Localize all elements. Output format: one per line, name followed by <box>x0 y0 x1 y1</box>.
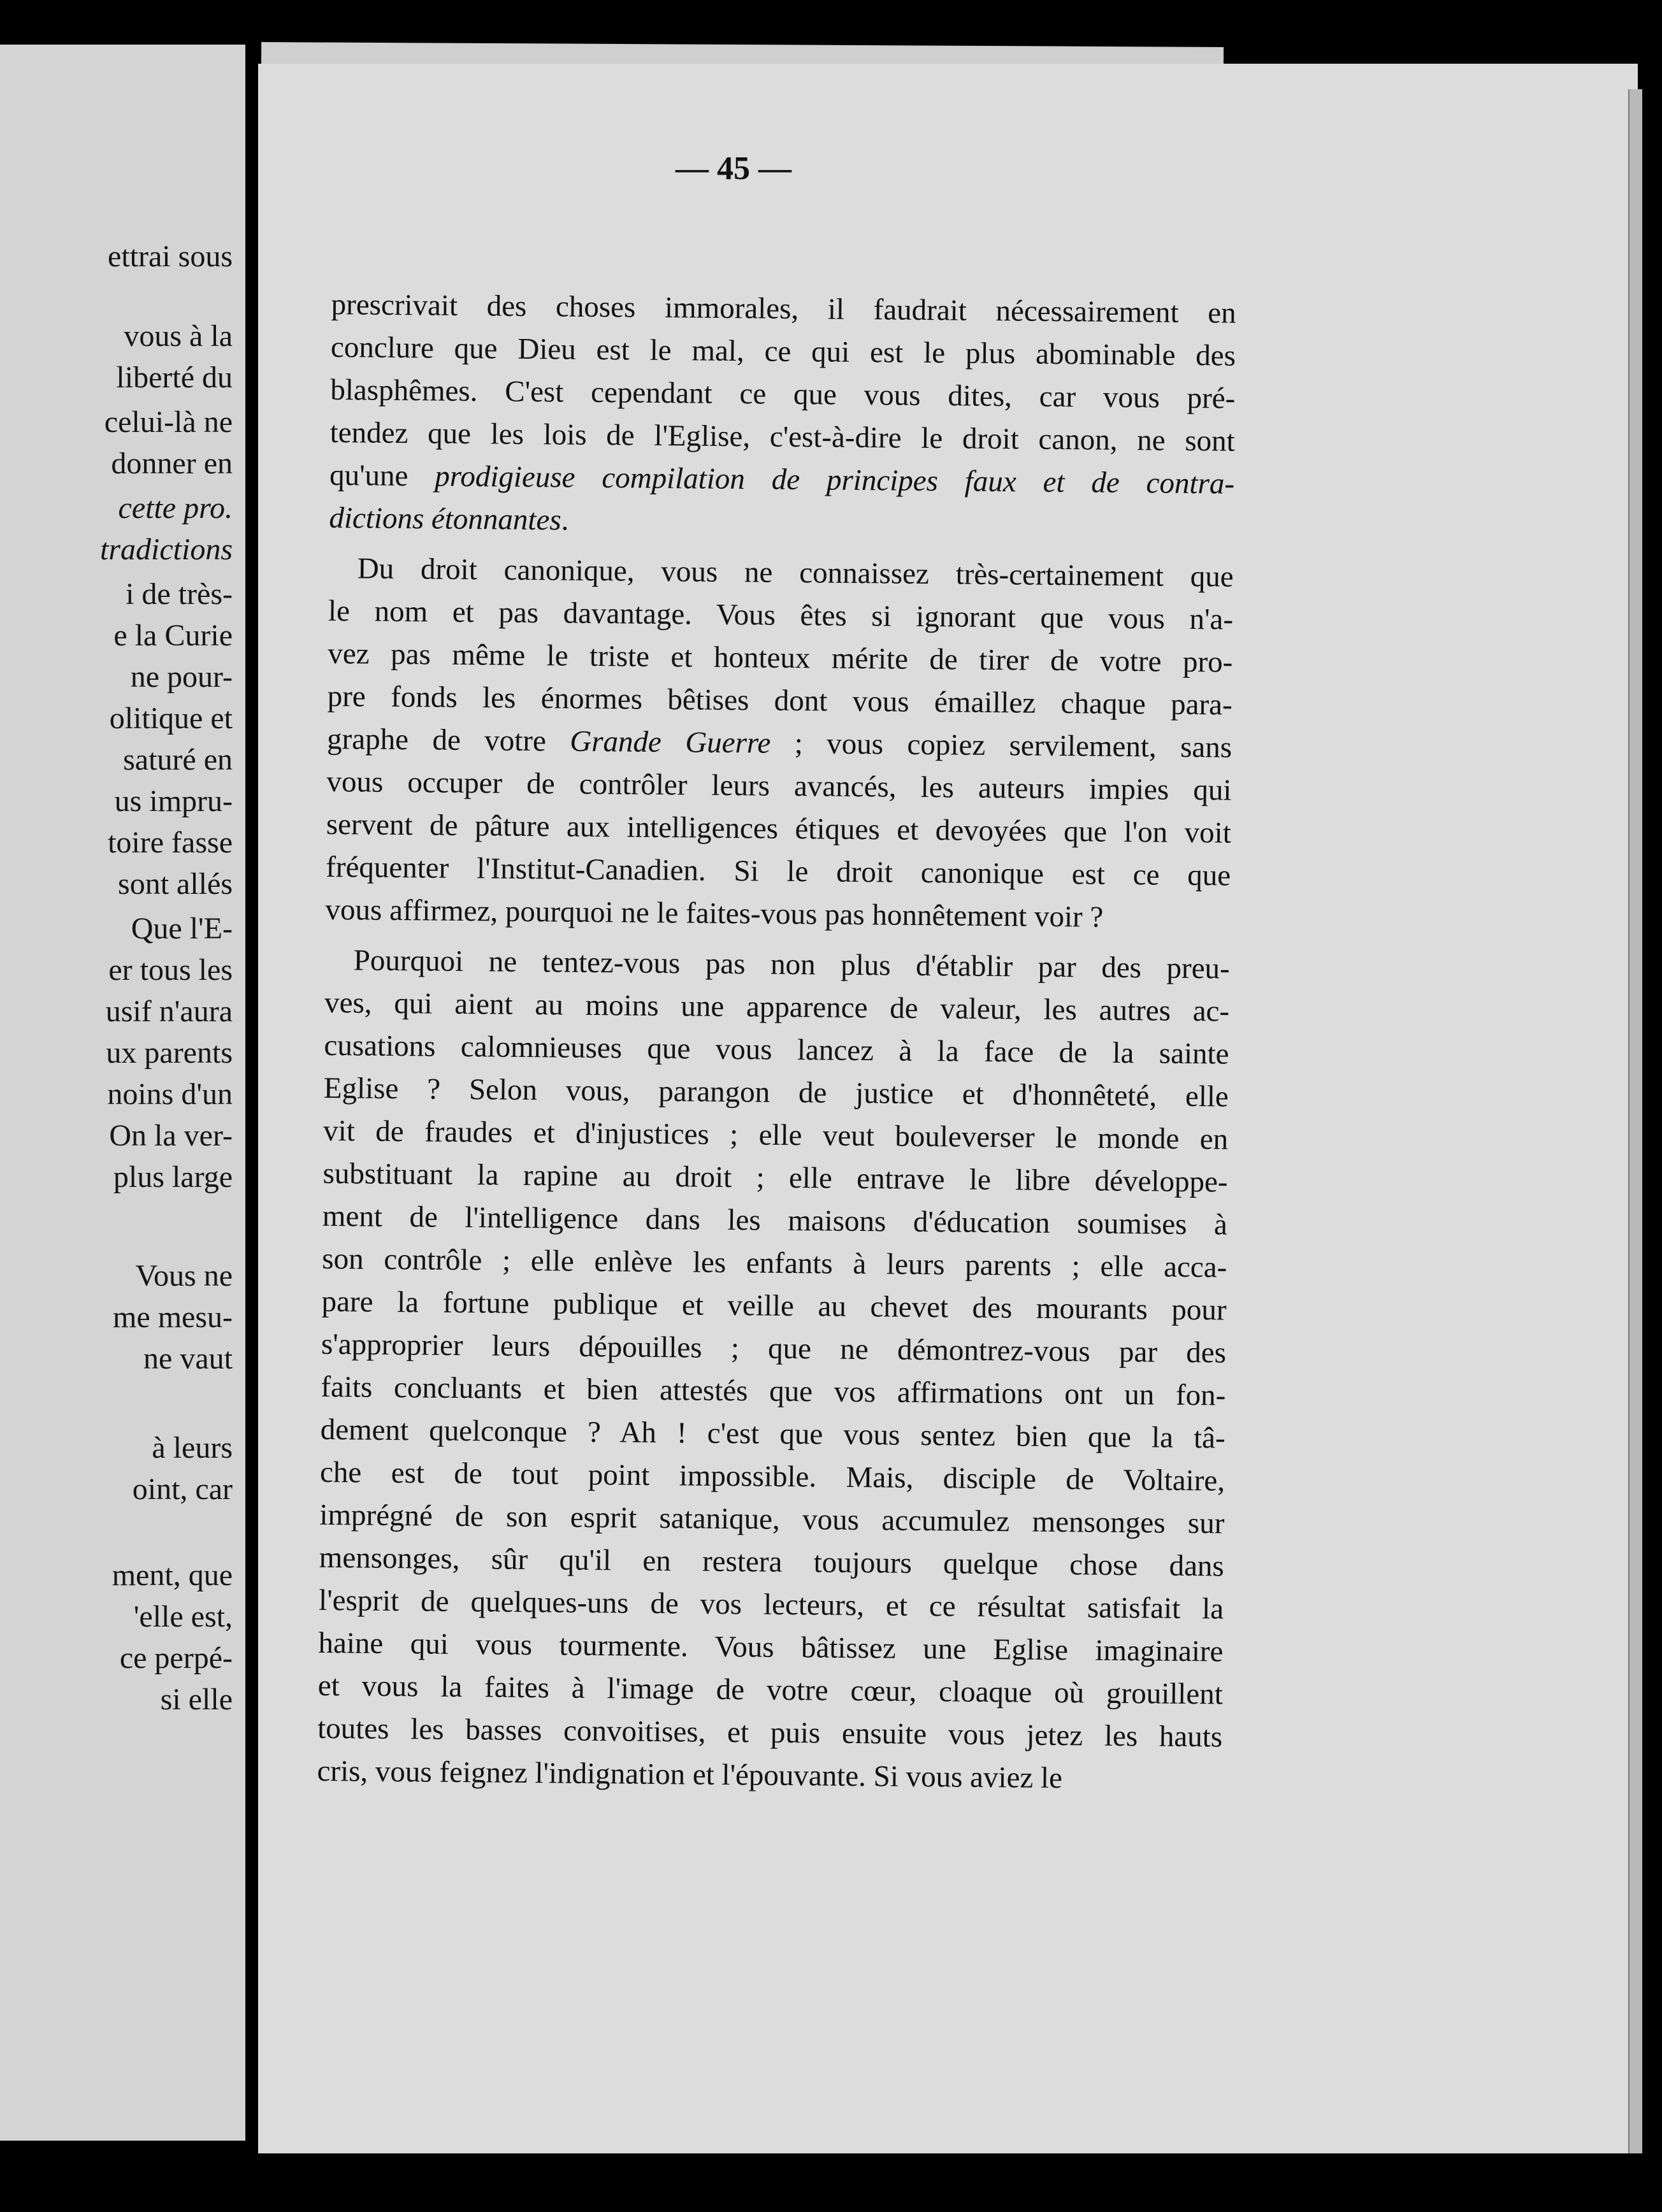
facing-page-line: si elle <box>160 1683 233 1716</box>
text-run: conclure que Dieu est le mal, ce qui est le plus abominable des <box>330 330 1236 373</box>
text-run: graphe de votre <box>326 722 570 758</box>
text-run: tendez que les lois de l'Eglise, c'est-à-dire le droit canon, ne sont <box>329 415 1235 458</box>
facing-page-line: Que l'E- <box>131 912 233 945</box>
text-run: ment de l'intelligence dans les maisons d'éducation soumises à <box>322 1199 1228 1242</box>
facing-page-line: ux parents <box>106 1036 233 1070</box>
facing-page-line: olitique et <box>109 701 233 735</box>
facing-page-line: plus large <box>113 1160 233 1194</box>
text-run: blasphêmes. C'est cependant ce que vous dites, car vous pré- <box>330 373 1236 415</box>
paragraph <box>329 284 1236 549</box>
text-run: cusations calomnieuses que vous lancez à la face de la sainte <box>324 1028 1229 1071</box>
facing-page-line: oint, car <box>132 1472 233 1506</box>
text-run: l'esprit de quelques-uns de vos lecteurs, et ce résultat satisfait la <box>318 1583 1224 1626</box>
text-run: dement quelconque ? Ah ! c'est que vous sentez bien que la tâ- <box>320 1412 1225 1455</box>
text-run: che est de tout point impossible. Mais, disciple de Voltaire, <box>319 1455 1225 1498</box>
text-run: vous occuper de contrôler leurs avancés, les auteurs impies qui <box>326 765 1232 807</box>
facing-page-line: sont allés <box>118 867 233 901</box>
paragraph <box>317 939 1230 1802</box>
text-run: ; vous copiez servilement, sans <box>770 726 1232 765</box>
facing-page-line: ment, que <box>112 1558 233 1592</box>
facing-page-line: Vous ne <box>135 1259 233 1293</box>
text-run: Eglise ? Selon vous, parangon de justice et d'honnêteté, elle <box>323 1071 1229 1114</box>
text-run: faits concluants et bien attestés que vos affirmations ont un fon- <box>321 1370 1226 1412</box>
facing-page-line: celui-là ne <box>104 405 233 439</box>
text-run: cris, vous feignez l'indignation et l'épouvante. Si vous aviez le <box>317 1754 1063 1795</box>
facing-page-line: donner en <box>111 447 233 480</box>
text-run: . <box>561 503 569 537</box>
text-run: imprégné de son esprit satanique, vous accumulez mensonges sur <box>319 1498 1225 1540</box>
text-run: haine qui vous tourmente. Vous bâtissez une Eglise imaginaire <box>318 1626 1224 1669</box>
text-run: ves, qui aient au moins une apparence de valeur, les autres ac- <box>324 986 1230 1028</box>
text-run: vit de fraudes et d'injustices ; elle veut bouleverser le monde en <box>322 1114 1229 1156</box>
text-line <box>325 889 1231 940</box>
page-number: — 45 — <box>676 150 791 187</box>
facing-page-line: ce perpé- <box>119 1641 233 1675</box>
facing-page-line: 'elle est, <box>133 1600 233 1634</box>
facing-page-line: liberté du <box>116 361 233 394</box>
facing-page-line: On la ver- <box>109 1119 233 1153</box>
facing-page-line: saturé en <box>123 743 233 777</box>
facing-page-line: us impru- <box>114 784 233 818</box>
text-run: mensonges, sûr qu'il en restera toujours quelque chose dans <box>319 1540 1224 1583</box>
text-run: vez pas même le triste et honteux mérite de tirer de votre pro- <box>328 636 1233 679</box>
text-run: fréquenter l'Institut-Canadien. Si le droit canonique est ce que <box>325 850 1231 893</box>
page-body-text <box>317 284 1236 1802</box>
page-fore-edge <box>1628 89 1642 2153</box>
text-run: s'approprier leurs dépouilles ; que ne démontrez-vous par des <box>321 1327 1227 1370</box>
facing-page-line: tradictions <box>99 533 233 566</box>
text-run: qu'une <box>329 458 435 493</box>
facing-page-line: i de très- <box>126 577 233 611</box>
facing-page-line: à leurs <box>152 1431 233 1465</box>
facing-page-line: ne vaut <box>143 1342 233 1375</box>
text-run: pare la fortune publique et veille au chevet des mourants pour <box>321 1284 1227 1327</box>
facing-page-fragment <box>0 45 247 2141</box>
italic-text: prodigieuse compilation de principes faux et de contra- <box>435 459 1235 501</box>
facing-page-line: usif n'aura <box>105 995 233 1028</box>
text-run: le nom et pas davantage. Vous êtes si ignorant que vous n'a- <box>328 594 1234 636</box>
facing-page-line: toire fasse <box>108 826 233 859</box>
facing-page-line: ettrai sous <box>108 240 233 273</box>
text-run: vous affirmez, pourquoi ne le faites-vous pas honnêtement voir ? <box>325 893 1104 934</box>
facing-page-line: cette pro. <box>118 491 233 525</box>
text-run: pre fonds les énormes bêtises dont vous émaillez chaque para- <box>327 679 1232 722</box>
italic-text: Grande Guerre <box>570 724 771 760</box>
text-run: prescrivait des choses immorales, il faudrait nécessairement en <box>331 287 1236 330</box>
text-line <box>329 497 1234 549</box>
text-run: substituant la rapine au droit ; elle entrave le libre développe- <box>322 1156 1228 1199</box>
facing-page-line: vous à la <box>124 319 233 353</box>
text-run: servent de pâture aux intelligences étiques et devoyées que l'on voit <box>326 807 1232 850</box>
italic-text: dictions étonnantes <box>329 501 561 537</box>
text-run: Pourquoi ne tentez-vous pas non plus d'établir par des preu- <box>353 944 1230 986</box>
text-run: Du droit canonique, vous ne connaissez très-certainement que <box>357 552 1234 594</box>
text-run: son contrôle ; elle enlève les enfants à leurs parents ; elle acca- <box>322 1242 1227 1284</box>
text-run: et vous la faites à l'image de votre cœur, cloaque où grouillent <box>317 1669 1224 1711</box>
facing-page-line: me mesu- <box>113 1300 233 1334</box>
facing-page-line: noins d'un <box>107 1077 233 1111</box>
text-run: toutes les basses convoitises, et puis ensuite vous jetez les hauts <box>317 1711 1223 1754</box>
paragraph <box>325 547 1234 940</box>
facing-page-line: ne pour- <box>130 660 233 694</box>
facing-page-line: er tous les <box>108 953 233 987</box>
text-line <box>317 1750 1222 1802</box>
facing-page-line: e la Curie <box>113 619 233 652</box>
